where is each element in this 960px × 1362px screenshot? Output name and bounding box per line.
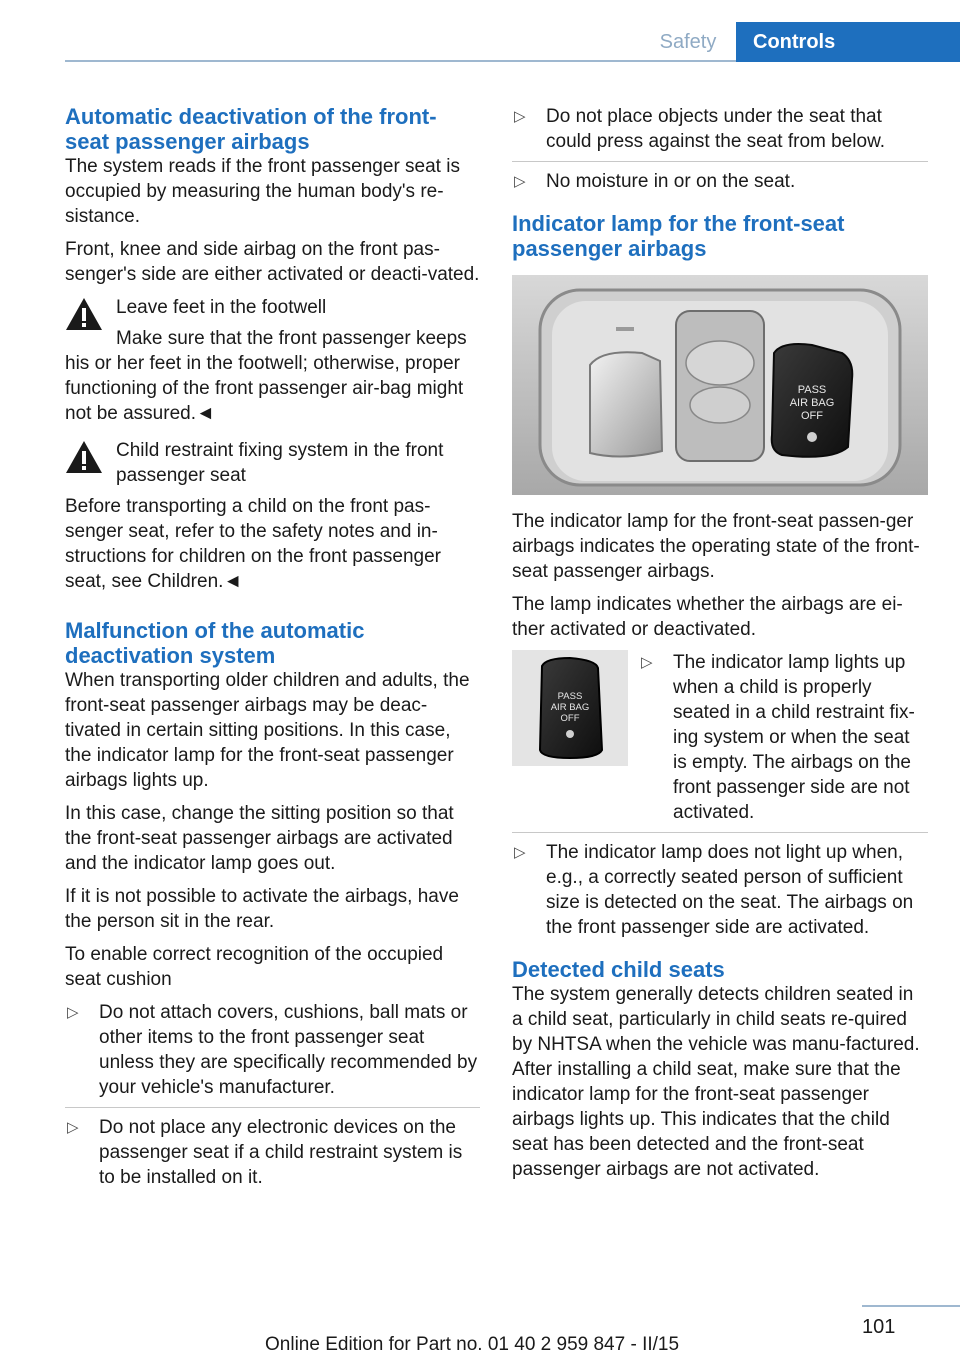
list-divider (512, 161, 928, 162)
warning-note-footwell (65, 295, 480, 426)
warning-title: Leave feet in the footwell (116, 297, 327, 318)
paragraph: When transporting older children and adults, the front-seat passenger airbags may be deac-tivated in certain sitting positions. In this case, the indicator lamp for the front-seat passenger airbags lights up. (65, 670, 470, 791)
list-item: ▷ Do not place objects under the seat that could press against the seat from below. (514, 106, 886, 152)
paragraph: In this case, change the sitting position so that the front-seat passenger airbags are activated and the indicator lamp goes out. (65, 803, 454, 874)
svg-text:OFF: OFF (560, 713, 580, 724)
page-number: 101 (862, 1316, 896, 1338)
paragraph: The system reads if the front passenger seat is occupied by measuring the human body's re-sistance. (65, 156, 460, 227)
indicator-lamp-photo (512, 275, 928, 495)
paragraph: The system generally detects children seated in a child seat, particularly in child seats re-quired by NHTSA when the vehicle was manu-factured. After installing a child seat, make sure that the indicator lamp for the front-seat passenger airbags lights up. This indicates that the child seat has been detected and the front-seat passenger airbags are not activated. (512, 984, 920, 1180)
warning-body: Before transporting a child on the front pas-senger seat, refer to the safety notes and in-structions for children on the front passenger seat, see Children.◄ (65, 496, 441, 592)
warning-triangle-icon (65, 297, 103, 331)
bullet-triangle-icon: ▷ (67, 1004, 79, 1021)
paragraph: The indicator lamp for the front-seat passen-ger airbags indicates the operating state of the front-seat passenger airbags. (512, 511, 920, 582)
list-item: ▷ The indicator lamp does not light up when, e.g., a correctly seated person of sufficient size is detected on the seat. The airbags on the front passenger side are activated. (514, 842, 914, 938)
footer-edition: Online Edition for Part no. 01 40 2 959 847 - II/15 (265, 1334, 680, 1355)
list-item: ▷ Do not attach covers, cushions, ball mats or other items to the front passenger seat unless they are specifically recommended by your vehicle's manufacturer. (67, 1002, 478, 1098)
paragraph: If it is not possible to activate the airbags, have the person sit in the rear. (65, 886, 459, 932)
left-column (65, 104, 480, 1197)
warning-triangle-icon (65, 440, 103, 474)
bullet-triangle-icon: ▷ (514, 108, 526, 125)
list-divider (512, 832, 928, 833)
list-item: ▷ No moisture in or on the seat. (514, 171, 796, 192)
bullet-triangle-icon: ▷ (67, 1119, 79, 1136)
pass-airbag-off-button-icon (512, 650, 628, 766)
paragraph: To enable correct recognition of the occupied seat cushion (65, 944, 444, 990)
lamp-text-airbag: AIR BAG (789, 397, 835, 409)
section-heading-auto-deactivation: Automatic deactivation of the front-seat passenger airbags (65, 104, 437, 154)
lamp-text-pass: PASS (797, 384, 827, 396)
tab-safety[interactable]: Safety (659, 30, 717, 53)
warning-title: Child restraint fixing system in the front passenger seat (116, 440, 444, 486)
section-heading-indicator-lamp: Indicator lamp for the front-seat passenger airbags (512, 211, 845, 261)
paragraph: Front, knee and side airbag on the front pas-senger's side are either activated or deacti-vated. (65, 239, 480, 285)
svg-text:AIR BAG: AIR BAG (550, 702, 590, 713)
lamp-text-off: OFF (801, 410, 823, 422)
section-heading-detected-child-seats: Detected child seats (512, 957, 725, 982)
svg-text:PASS: PASS (557, 691, 583, 702)
warning-body: Make sure that the front passenger keeps his or her feet in the footwell; otherwise, proper functioning of the front passenger air-bag might not be assured.◄ (65, 328, 467, 424)
list-item: ▷ The indicator lamp lights up when a child is properly seated in a child restraint fix-ing system or when the seat is empty. The airbags on the front passenger side are not activated. (641, 652, 915, 823)
right-column (512, 104, 928, 1190)
bullet-triangle-icon: ▷ (514, 173, 526, 190)
lamp-state-block (512, 650, 928, 832)
list-item: ▷ Do not place any electronic devices on the passenger seat if a child restraint system is to be installed on it. (67, 1117, 463, 1188)
bullet-triangle-icon: ▷ (514, 844, 526, 861)
tab-controls[interactable]: Controls (736, 22, 960, 62)
section-heading-malfunction: Malfunction of the automatic deactivation system (65, 618, 365, 668)
paragraph: The lamp indicates whether the airbags are ei-ther activated or deactivated. (512, 594, 903, 640)
bullet-triangle-icon: ▷ (641, 654, 653, 671)
warning-note-child-restraint (65, 438, 480, 594)
list-divider (65, 1107, 480, 1108)
footer-rule (862, 1305, 960, 1307)
